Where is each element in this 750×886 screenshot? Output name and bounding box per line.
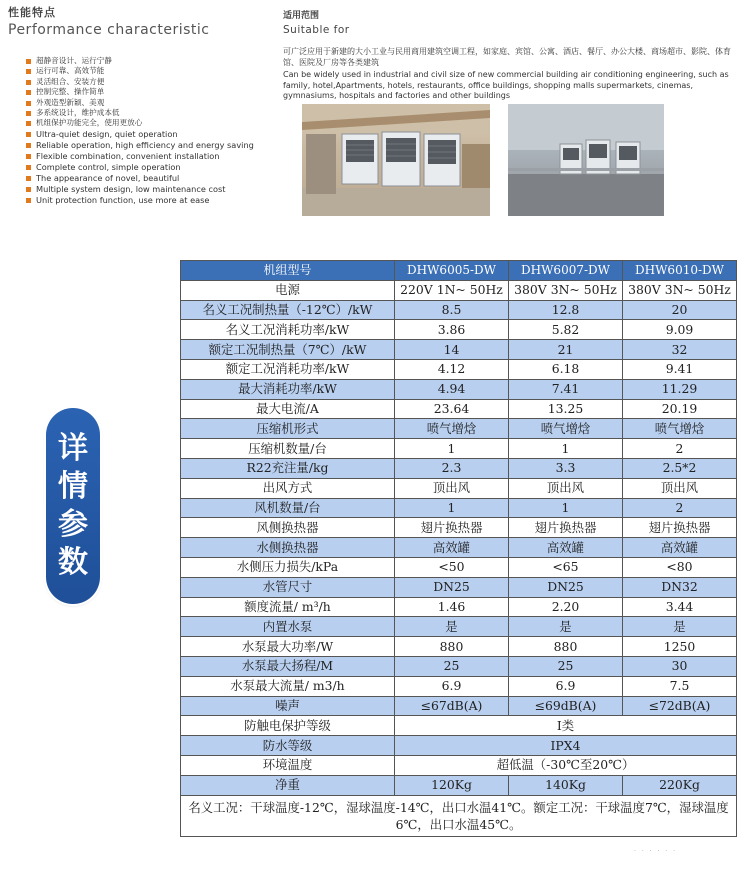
table-cell: 是 — [623, 617, 737, 637]
table-cell: 21 — [509, 340, 623, 360]
table-cell: 1 — [395, 498, 509, 518]
table-row-label: 名义工况制热量（-12℃）/kW — [181, 300, 395, 320]
table-row-label: 水侧换热器 — [181, 538, 395, 558]
table-row-label: 内置水泵 — [181, 617, 395, 637]
table-note: 名义工况：干球温度-12℃，湿球温度-14℃，出口水温41℃。额定工况：干球温度7℃，湿球温度6℃，出口水温45℃。 — [181, 795, 737, 836]
table-row — [181, 538, 737, 558]
table-row-label: 水泵最大流量/ m3/h — [181, 676, 395, 696]
table-cell: ≤72dB(A) — [623, 696, 737, 716]
table-row-label: 最大电流/A — [181, 399, 395, 419]
table-cell: 7.41 — [509, 379, 623, 399]
table-row — [181, 617, 737, 637]
badge-char: 数 — [58, 545, 88, 580]
table-cell: 高效罐 — [395, 538, 509, 558]
table-cell: 2 — [623, 439, 737, 459]
table-cell: 380V 3N~ 50Hz — [509, 280, 623, 300]
list-item: 灵活组合、安装方便 — [26, 77, 280, 87]
table-row-label: 压缩机形式 — [181, 419, 395, 439]
table-cell: 3.44 — [623, 597, 737, 617]
table-cell: 6.18 — [509, 359, 623, 379]
table-row-label: 防水等级 — [181, 736, 395, 756]
table-cell: 11.29 — [623, 379, 737, 399]
table-row — [181, 359, 737, 379]
badge-char: 情 — [58, 469, 88, 504]
table-cell: 翅片换热器 — [395, 518, 509, 538]
table-row — [181, 597, 737, 617]
table-cell: 喷气增焓 — [509, 419, 623, 439]
table-cell: 翅片换热器 — [509, 518, 623, 538]
list-item: Multiple system design, low maintenance cost — [26, 184, 280, 195]
table-cell: 喷气增焓 — [395, 419, 509, 439]
suitable-text-en: Can be widely used in industrial and civil size of new commercial building air conditioning engineering, such as family, hotel,Apartments, hotels, restaurants, office buildings, shopping malls supermarkets, cinemas, gymnasiums, hospitals and factories and other buildings — [283, 70, 729, 100]
performance-title-en: Performance characteristic — [8, 22, 210, 38]
table-cell: 25 — [395, 656, 509, 676]
table-cell: DN32 — [623, 577, 737, 597]
list-item: Unit protection function, use more at ease — [26, 195, 280, 206]
table-row — [181, 478, 737, 498]
table-cell: 是 — [509, 617, 623, 637]
table-cell: 4.12 — [395, 359, 509, 379]
table-row-label: 水泵最大功率/W — [181, 637, 395, 657]
table-row — [181, 716, 737, 736]
table-row — [181, 775, 737, 795]
table-row-label: 风侧换热器 — [181, 518, 395, 538]
table-cell: 880 — [395, 637, 509, 657]
table-cell: 6.9 — [395, 676, 509, 696]
list-item: Flexible combination, convenient installation — [26, 151, 280, 162]
table-cell: 13.25 — [509, 399, 623, 419]
table-cell: 120Kg — [395, 775, 509, 795]
table-row-label: 额定工况制热量（7℃）/kW — [181, 340, 395, 360]
table-row-label: 水管尺寸 — [181, 577, 395, 597]
table-cell: ≤69dB(A) — [509, 696, 623, 716]
table-cell: 1250 — [623, 637, 737, 657]
table-row — [181, 696, 737, 716]
table-cell: 32 — [623, 340, 737, 360]
table-cell: 3.86 — [395, 320, 509, 340]
table-cell: ≤67dB(A) — [395, 696, 509, 716]
installation-photo-2 — [508, 104, 664, 216]
suitable-text-cn: 可广泛应用于新建的大小工业与民用商用建筑空调工程，如家庭、宾馆、公寓、酒店、餐厅、办公大楼、商场超市、影院、体育馆、医院及厂房等各类建筑 — [283, 47, 731, 67]
table-row-label: 额度流量/ m³/h — [181, 597, 395, 617]
suitable-section — [283, 8, 743, 102]
table-cell: 14 — [395, 340, 509, 360]
table-row — [181, 458, 737, 478]
table-header-cell: DHW6007-DW — [509, 261, 623, 281]
suitable-title-cn: 适用范围 — [283, 11, 320, 21]
table-cell: 翅片换热器 — [623, 518, 737, 538]
table-row — [181, 498, 737, 518]
list-item: 外观造型新颖、美观 — [26, 98, 280, 108]
table-cell: 30 — [623, 656, 737, 676]
table-cell-merged: IPX4 — [395, 736, 737, 756]
table-cell: 5.82 — [509, 320, 623, 340]
table-cell: 23.64 — [395, 399, 509, 419]
table-cell: 顶出风 — [623, 478, 737, 498]
list-item: Complete control, simple operation — [26, 162, 280, 173]
table-row-label: 最大消耗功率/kW — [181, 379, 395, 399]
table-row-label: R22充注量/kg — [181, 458, 395, 478]
list-item: 机组保护功能完全，使用更放心 — [26, 118, 280, 128]
table-row-label: 净重 — [181, 775, 395, 795]
performance-title-cn: 性能特点 — [8, 6, 56, 19]
table-cell: 25 — [509, 656, 623, 676]
table-cell: 4.94 — [395, 379, 509, 399]
table-row — [181, 320, 737, 340]
badge-char: 详 — [58, 431, 88, 466]
footer-decoration: · · · · · · — [634, 848, 677, 855]
table-row — [181, 300, 737, 320]
table-cell: <65 — [509, 557, 623, 577]
table-cell: 220V 1N~ 50Hz — [395, 280, 509, 300]
table-row-label: 风机数量/台 — [181, 498, 395, 518]
table-cell: 是 — [395, 617, 509, 637]
table-cell: 9.09 — [623, 320, 737, 340]
list-item: 控制完整、操作简单 — [26, 87, 280, 97]
list-item: The appearance of novel, beautiful — [26, 173, 280, 184]
table-row-label: 水侧压力损失/kPa — [181, 557, 395, 577]
table-header-cell: DHW6005-DW — [395, 261, 509, 281]
table-header-row — [181, 261, 737, 281]
table-row-label: 环境温度 — [181, 755, 395, 775]
table-row — [181, 755, 737, 775]
list-item: 超静音设计、运行宁静 — [26, 56, 280, 66]
table-cell-merged: I类 — [395, 716, 737, 736]
table-row — [181, 399, 737, 419]
table-cell: DN25 — [509, 577, 623, 597]
table-cell: 1 — [395, 439, 509, 459]
table-cell: 喷气增焓 — [623, 419, 737, 439]
table-row — [181, 340, 737, 360]
table-cell-merged: 超低温（-30℃至20℃） — [395, 755, 737, 775]
table-row-label: 名义工况消耗功率/kW — [181, 320, 395, 340]
performance-list-cn — [26, 56, 280, 129]
table-row — [181, 280, 737, 300]
suitable-title-en: Suitable for — [283, 24, 350, 36]
table-row — [181, 676, 737, 696]
table-header-cell: DHW6010-DW — [623, 261, 737, 281]
table-cell: 20 — [623, 300, 737, 320]
table-cell: <80 — [623, 557, 737, 577]
list-item: Ultra-quiet design, quiet operation — [26, 129, 280, 140]
table-row — [181, 518, 737, 538]
table-cell: 6.9 — [509, 676, 623, 696]
spec-table — [180, 260, 737, 837]
table-note-row — [181, 795, 737, 836]
table-row — [181, 379, 737, 399]
table-cell: 140Kg — [509, 775, 623, 795]
table-cell: 9.41 — [623, 359, 737, 379]
list-item: 运行可靠、高效节能 — [26, 66, 280, 76]
table-row-label: 出风方式 — [181, 478, 395, 498]
table-cell: 高效罐 — [623, 538, 737, 558]
table-row — [181, 439, 737, 459]
table-row-label: 水泵最大扬程/M — [181, 656, 395, 676]
table-row — [181, 656, 737, 676]
table-cell: 220Kg — [623, 775, 737, 795]
table-cell: 12.8 — [509, 300, 623, 320]
table-cell: DN25 — [395, 577, 509, 597]
table-row-label: 电源 — [181, 280, 395, 300]
table-cell: 1 — [509, 439, 623, 459]
table-row — [181, 419, 737, 439]
table-row-label: 防触电保护等级 — [181, 716, 395, 736]
table-cell: 2 — [623, 498, 737, 518]
table-row-label: 压缩机数量/台 — [181, 439, 395, 459]
table-row-label: 噪声 — [181, 696, 395, 716]
badge-char: 参 — [58, 507, 88, 542]
list-item: Reliable operation, high efficiency and energy saving — [26, 140, 280, 151]
table-header-cell: 机组型号 — [181, 261, 395, 281]
table-cell: <50 — [395, 557, 509, 577]
table-row — [181, 577, 737, 597]
table-cell: 2.5*2 — [623, 458, 737, 478]
table-row-label: 额定工况消耗功率/kW — [181, 359, 395, 379]
table-cell: 380V 3N~ 50Hz — [623, 280, 737, 300]
table-row — [181, 637, 737, 657]
table-cell: 1 — [509, 498, 623, 518]
table-cell: 7.5 — [623, 676, 737, 696]
table-cell: 2.3 — [395, 458, 509, 478]
table-cell: 高效罐 — [509, 538, 623, 558]
installation-photo-1 — [302, 104, 490, 216]
table-cell: 2.20 — [509, 597, 623, 617]
table-row — [181, 557, 737, 577]
table-cell: 3.3 — [509, 458, 623, 478]
table-cell: 20.19 — [623, 399, 737, 419]
table-cell: 8.5 — [395, 300, 509, 320]
detail-parameters-badge — [46, 408, 100, 604]
table-cell: 880 — [509, 637, 623, 657]
list-item: 多系统设计，维护成本低 — [26, 108, 280, 118]
table-row — [181, 736, 737, 756]
table-cell: 顶出风 — [395, 478, 509, 498]
performance-list-en — [26, 129, 280, 206]
performance-section — [8, 4, 280, 206]
table-cell: 顶出风 — [509, 478, 623, 498]
table-cell: 1.46 — [395, 597, 509, 617]
